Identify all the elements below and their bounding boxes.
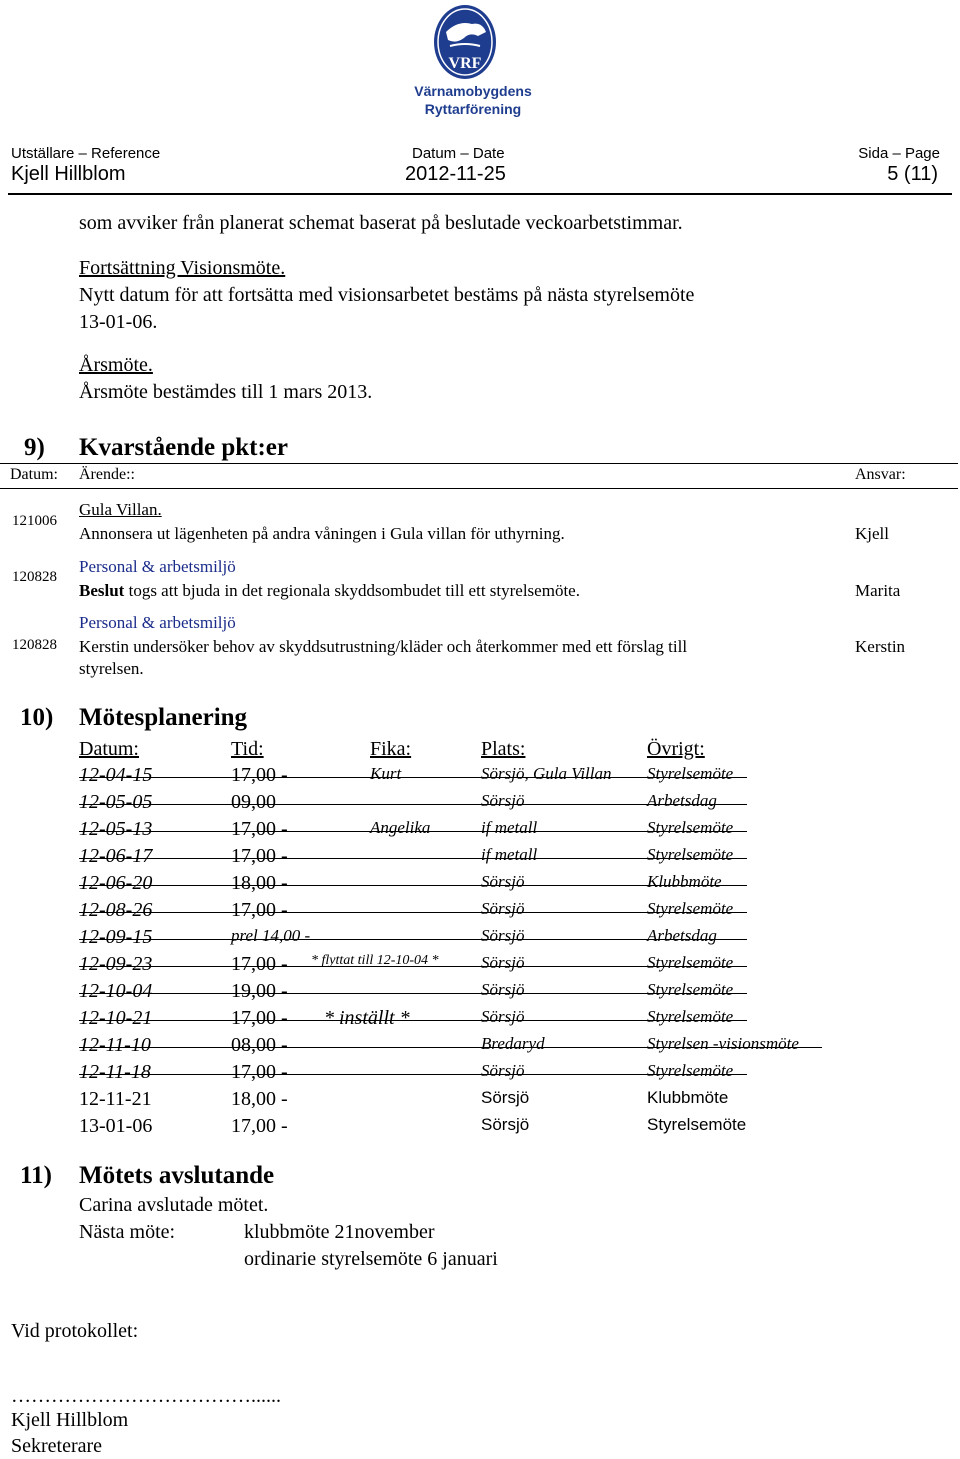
strikethrough-line [79,885,747,886]
item-date: 120828 [12,569,57,585]
col-header-resp: Ansvar: [855,466,906,483]
meeting-time: 17,00 - [231,764,288,786]
strikethrough-line [79,1074,747,1075]
secretary-name: Kjell Hillblom [11,1409,129,1431]
strikethrough-line [79,804,747,805]
meeting-time: 17,00 - [231,818,288,840]
logo-org-line1: Värnamobygdens [414,83,532,99]
meeting-note: Styrelsemöte [647,953,734,972]
meeting-note: Styrelsen -visionsmöte [647,1034,799,1053]
meeting-note: Styrelsemöte [647,1007,734,1026]
item-responsible: Marita [855,581,901,600]
meeting-place: Sörsjö [481,1061,525,1080]
section11-title: Mötets avslutande [79,1162,275,1189]
meeting-col-fika: Fika: [370,738,412,760]
meeting-place: if metall [481,818,538,837]
meeting-col-note: Övrigt: [647,738,705,760]
meeting-col-time: Tid: [231,738,264,760]
logo-org-line2: Ryttarförening [424,101,522,117]
meeting-time: 09,00 [231,791,276,813]
item-topic: Personal & arbetsmiljö [79,557,236,576]
section10-number: 10) [20,704,54,731]
meeting-note: Styrelsemöte [647,899,734,918]
arsmote-text: Årsmöte bestämdes till 1 mars 2013. [79,381,373,403]
meeting-note: Styrelsemöte [647,1061,734,1080]
meeting-time: 18,00 - [231,872,288,894]
meeting-date: 13-01-06 [79,1115,153,1137]
section10-title: Mötesplanering [79,704,248,731]
closing-line: Carina avslutade mötet. [79,1194,269,1216]
meeting-place: Sörsjö [481,1007,525,1026]
meeting-date: 12-11-10 [79,1034,151,1056]
item-text-cont: styrelsen. [79,659,144,678]
author-name: Kjell Hillblom [11,163,126,185]
meeting-time: 18,00 - [231,1088,288,1110]
strikethrough-line [79,993,747,994]
meeting-col-place: Plats: [481,738,526,760]
section9-table-header [0,463,958,489]
meeting-date: 12-10-21 [79,1007,153,1029]
meeting-date: 12-04-15 [79,764,153,786]
meeting-place: if metall [481,845,538,864]
meeting-date: 12-11-21 [79,1088,152,1110]
meeting-date: 12-08-26 [79,899,153,921]
meeting-note: Styrelsemöte [647,1115,747,1134]
section11-number: 11) [20,1162,52,1189]
meeting-place: Sörsjö [481,953,525,972]
item-topic: Personal & arbetsmiljö [79,613,236,632]
meeting-time: 17,00 - [231,953,288,975]
meeting-date: 12-10-04 [79,980,153,1002]
meeting-note: Styrelsemöte [647,764,734,783]
next-meeting-label: Nästa möte: [79,1221,176,1243]
meeting-note: Arbetsdag [647,926,717,945]
meeting-time: 08,00 - [231,1034,288,1056]
next-meeting-1: klubbmöte 21november [244,1221,435,1243]
meeting-col-date: Datum: [79,738,139,760]
meeting-place: Sörsjö [481,791,525,810]
author-label: Utställare – Reference [11,145,161,162]
visionsmote-date: 13-01-06. [79,311,158,333]
meeting-time: 19,00 - [231,980,288,1002]
col-header-item: Ärende:: [79,466,135,483]
strikethrough-line [79,777,747,778]
meeting-place: Sörsjö, Gula Villan [481,764,612,783]
strikethrough-line [79,1047,822,1048]
meeting-place: Sörsjö [481,1115,530,1134]
meeting-fika: Angelika [370,818,431,837]
meeting-place: Sörsjö [481,899,525,918]
item-text: Annonsera ut lägenheten på andra våningen i Gula villan för uthyrning. [79,524,565,543]
secretary-role: Sekreterare [11,1435,103,1457]
club-logo [408,2,538,124]
meeting-place: Sörsjö [481,926,525,945]
meeting-fika: Kurt [370,764,402,783]
item-responsible: Kjell [855,524,889,543]
meeting-date: 12-11-18 [79,1061,151,1083]
meeting-date: 12-09-23 [79,953,153,975]
meeting-time: 17,00 - [231,1007,288,1029]
item-responsible: Kerstin [855,637,906,656]
meeting-note: Styrelsemöte [647,980,734,999]
meeting-note: Arbetsdag [647,791,717,810]
meeting-fika: * inställt * [324,1007,410,1029]
col-header-date: Datum: [10,466,58,483]
meeting-note: Klubbmöte [647,872,722,891]
meeting-fika: * flyttat till 12-10-04 * [311,953,439,968]
section9-number: 9) [24,434,45,461]
strikethrough-line [79,939,747,940]
page-label: Sida – Page [858,145,940,162]
strikethrough-line [79,1020,747,1021]
meeting-date: 12-05-13 [79,818,153,840]
meeting-date: 12-06-17 [79,845,153,867]
section9-title: Kvarstående pkt:er [79,434,288,461]
meeting-date: 12-06-20 [79,872,153,894]
meeting-time: prel 14,00 - [231,926,311,945]
item-text: Kerstin undersöker behov av skyddsutrustning/kläder och återkommer med ett förslag till [79,637,688,656]
header-divider [8,193,952,195]
item-date: 120828 [12,637,57,653]
svg-text:VRF: VRF [448,55,482,72]
meeting-note: Styrelsemöte [647,818,734,837]
meeting-place: Bredaryd [481,1034,545,1053]
page-number: 5 (11) [887,163,938,185]
document-date: 2012-11-25 [405,163,506,185]
meeting-time: 17,00 - [231,899,288,921]
meeting-note: Styrelsemöte [647,845,734,864]
meeting-time: 17,00 - [231,845,288,867]
meeting-time: 17,00 - [231,1115,288,1137]
strikethrough-line [79,831,747,832]
meeting-place: Sörsjö [481,1088,530,1107]
signature-label: Vid protokollet: [11,1320,139,1342]
intro-line: som avviker från planerat schemat baserat på beslutade veckoarbetstimmar. [79,212,683,234]
meeting-note: Klubbmöte [647,1088,729,1107]
date-label: Datum – Date [412,145,505,162]
strikethrough-line [79,966,747,967]
next-meeting-2: ordinarie styrelsemöte 6 januari [244,1248,498,1270]
arsmote-heading: Årsmöte. [79,354,153,376]
meeting-date: 12-09-15 [79,926,153,948]
meeting-place: Sörsjö [481,980,525,999]
meeting-time: 17,00 - [231,1061,288,1083]
item-topic: Gula Villan. [79,500,162,519]
visionsmote-text: Nytt datum för att fortsätta med visionsarbetet bestäms på nästa styrelsemöte [79,284,695,306]
item-date: 121006 [12,513,57,529]
meeting-place: Sörsjö [481,872,525,891]
strikethrough-line [79,858,747,859]
signature-line: ………………………………...... [11,1385,281,1407]
meeting-date: 12-05-05 [79,791,153,813]
item-text: Beslut togs att bjuda in det regionala skyddsombudet till ett styrelsemöte. [79,581,580,600]
strikethrough-line [79,912,747,913]
visionsmote-heading: Fortsättning Visionsmöte. [79,257,286,279]
